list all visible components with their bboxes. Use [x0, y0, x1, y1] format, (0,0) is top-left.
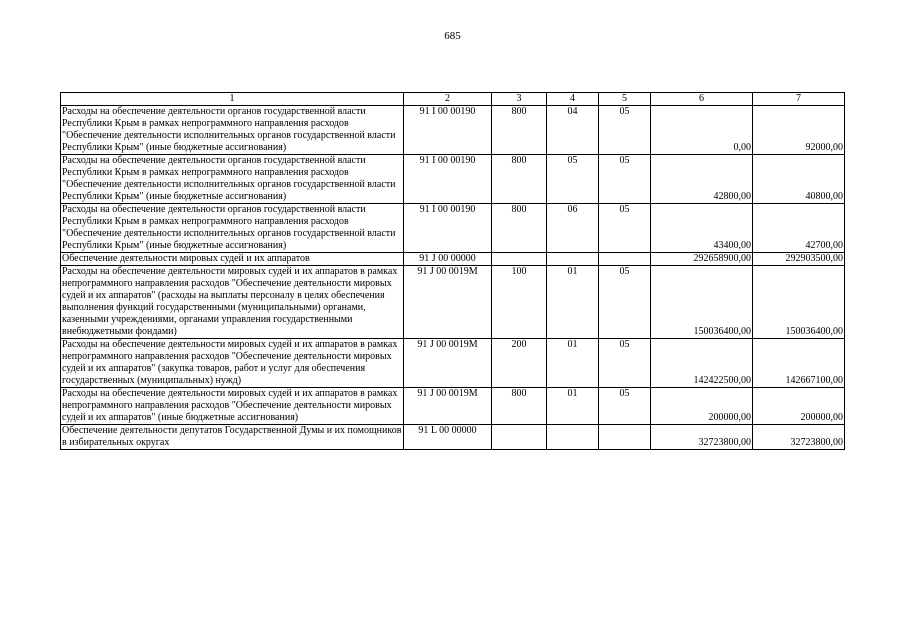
row-kcsr: 91 J 00 0019М	[404, 388, 492, 425]
row-rz: 01	[547, 339, 599, 388]
row-pr: 05	[599, 388, 651, 425]
table-row	[61, 106, 845, 155]
row-description: Расходы на обеспечение деятельности органов государственной власти Республики Крым в рамках непрограммного направления расходов "Обеспечение деятельности исполнительных органов государственной власти Республики Крым" (иные бюджетные ассигнования)	[61, 204, 404, 253]
table-row	[61, 204, 845, 253]
row-rz: 05	[547, 155, 599, 204]
row-pr: 05	[599, 339, 651, 388]
row-sum-year1: 42800,00	[651, 155, 753, 204]
row-sum-year1: 0,00	[651, 106, 753, 155]
row-rz	[547, 253, 599, 266]
table-row	[61, 266, 845, 339]
row-kvr	[492, 253, 547, 266]
table-row	[61, 339, 845, 388]
table-row	[61, 253, 845, 266]
column-header: 3	[492, 93, 547, 106]
row-rz: 01	[547, 388, 599, 425]
page-number: 685	[444, 30, 461, 42]
row-sum-year1: 200000,00	[651, 388, 753, 425]
row-sum-year2: 142667100,00	[753, 339, 845, 388]
row-sum-year1: 292658900,00	[651, 253, 753, 266]
row-pr: 05	[599, 266, 651, 339]
row-pr	[599, 253, 651, 266]
row-kvr: 100	[492, 266, 547, 339]
column-header: 1	[61, 93, 404, 106]
row-kcsr: 91 L 00 00000	[404, 425, 492, 450]
column-header: 6	[651, 93, 753, 106]
row-kvr: 200	[492, 339, 547, 388]
row-kcsr: 91 J 00 0019М	[404, 266, 492, 339]
row-kcsr: 91 J 00 00000	[404, 253, 492, 266]
row-description: Расходы на обеспечение деятельности органов государственной власти Республики Крым в рамках непрограммного направления расходов "Обеспечение деятельности исполнительных органов государственной власти Республики Крым" (иные бюджетные ассигнования)	[61, 155, 404, 204]
row-rz: 04	[547, 106, 599, 155]
row-description: Обеспечение деятельности мировых судей и их аппаратов	[61, 253, 404, 266]
row-kcsr: 91 I 00 00190	[404, 204, 492, 253]
row-kvr	[492, 425, 547, 450]
row-sum-year2: 200000,00	[753, 388, 845, 425]
column-header: 7	[753, 93, 845, 106]
row-kvr: 800	[492, 204, 547, 253]
row-rz: 06	[547, 204, 599, 253]
table-row	[61, 388, 845, 425]
row-pr: 05	[599, 155, 651, 204]
table-row	[61, 155, 845, 204]
row-kvr: 800	[492, 155, 547, 204]
row-sum-year2: 92000,00	[753, 106, 845, 155]
row-sum-year1: 142422500,00	[651, 339, 753, 388]
row-sum-year2: 32723800,00	[753, 425, 845, 450]
row-description: Обеспечение деятельности депутатов Государственной Думы и их помощников в избирательных округах	[61, 425, 404, 450]
row-sum-year2: 40800,00	[753, 155, 845, 204]
row-rz	[547, 425, 599, 450]
row-kcsr: 91 J 00 0019М	[404, 339, 492, 388]
column-header: 2	[404, 93, 492, 106]
row-kvr: 800	[492, 106, 547, 155]
row-sum-year2: 42700,00	[753, 204, 845, 253]
row-description: Расходы на обеспечение деятельности мировых судей и их аппаратов в рамках непрограммного направления расходов "Обеспечение деятельности мировых судей и их аппаратов" (закупка товаров, работ и услуг для обеспечения государственных (муниципальных) нужд)	[61, 339, 404, 388]
row-sum-year1: 150036400,00	[651, 266, 753, 339]
row-kcsr: 91 I 00 00190	[404, 155, 492, 204]
row-kvr: 800	[492, 388, 547, 425]
row-pr	[599, 425, 651, 450]
row-description: Расходы на обеспечение деятельности мировых судей и их аппаратов в рамках непрограммного направления расходов "Обеспечение деятельности мировых судей и их аппаратов" (иные бюджетные ассигнования)	[61, 388, 404, 425]
column-header: 5	[599, 93, 651, 106]
header-row	[61, 93, 845, 106]
row-pr: 05	[599, 204, 651, 253]
row-rz: 01	[547, 266, 599, 339]
budget-table	[60, 92, 845, 450]
row-description: Расходы на обеспечение деятельности органов государственной власти Республики Крым в рамках непрограммного направления расходов "Обеспечение деятельности исполнительных органов государственной власти Республики Крым" (иные бюджетные ассигнования)	[61, 106, 404, 155]
row-sum-year2: 150036400,00	[753, 266, 845, 339]
row-description: Расходы на обеспечение деятельности мировых судей и их аппаратов в рамках непрограммного направления расходов "Обеспечение деятельности мировых судей и их аппаратов" (расходы на выплаты персоналу в целях обеспечения выполнения функций государственными (муниципальными) органами, казенными учреждениями, органами управления государственными внебюджетными фондами)	[61, 266, 404, 339]
row-sum-year1: 32723800,00	[651, 425, 753, 450]
table-body	[61, 93, 845, 450]
row-pr: 05	[599, 106, 651, 155]
table-row	[61, 425, 845, 450]
column-header: 4	[547, 93, 599, 106]
row-sum-year1: 43400,00	[651, 204, 753, 253]
row-kcsr: 91 I 00 00190	[404, 106, 492, 155]
row-sum-year2: 292903500,00	[753, 253, 845, 266]
